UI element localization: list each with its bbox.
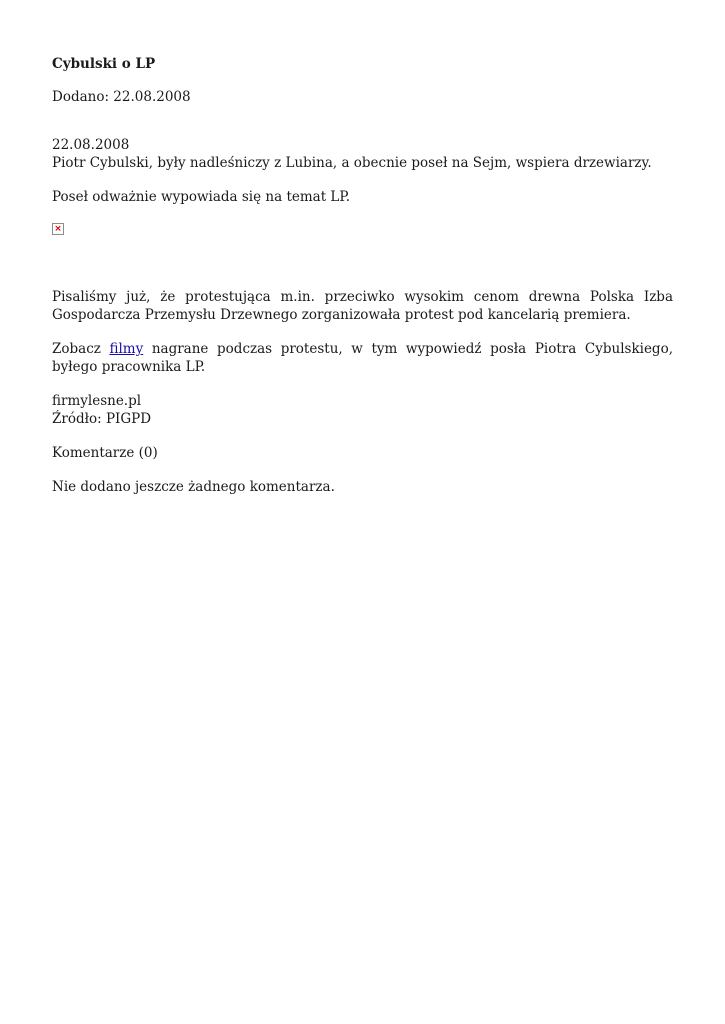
paragraph-films [52, 340, 673, 376]
paragraph-films-before: Zobacz [52, 341, 110, 357]
comments-empty-message: Nie dodano jeszcze żadnego komentarza. [52, 479, 335, 495]
article-date: 22.08.2008 [52, 137, 130, 153]
article-content [52, 55, 673, 496]
films-link[interactable]: filmy [109, 341, 144, 357]
added-date: Dodano: 22.08.2008 [52, 89, 191, 105]
source-block [52, 392, 673, 428]
article-title: Cybulski o LP [52, 56, 156, 72]
source-label: Źródło: PIGPD [52, 411, 152, 427]
source-site: firmylesne.pl [52, 393, 142, 409]
paragraph-protest: Pisaliśmy już, że protestująca m.in. przeciwko wysokim cenom drewna Polska Izba Gospodarcza Przemysłu Drzewnego zorganizowała protest pod kancelarią premiera. [52, 289, 673, 323]
paragraph-films-after: nagrane podczas protestu, w tym wypowiedź posła Piotra Cybulskiego, byłego pracownika LP. [52, 341, 673, 375]
article-lead: Piotr Cybulski, były nadleśniczy z Lubina, a obecnie poseł na Sejm, wspiera drzewiarzy. [52, 155, 652, 171]
comments-heading: Komentarze (0) [52, 445, 158, 461]
article-intro: Poseł odważnie wypowiada się na temat LP. [52, 189, 351, 205]
broken-image-icon: × [52, 223, 64, 235]
